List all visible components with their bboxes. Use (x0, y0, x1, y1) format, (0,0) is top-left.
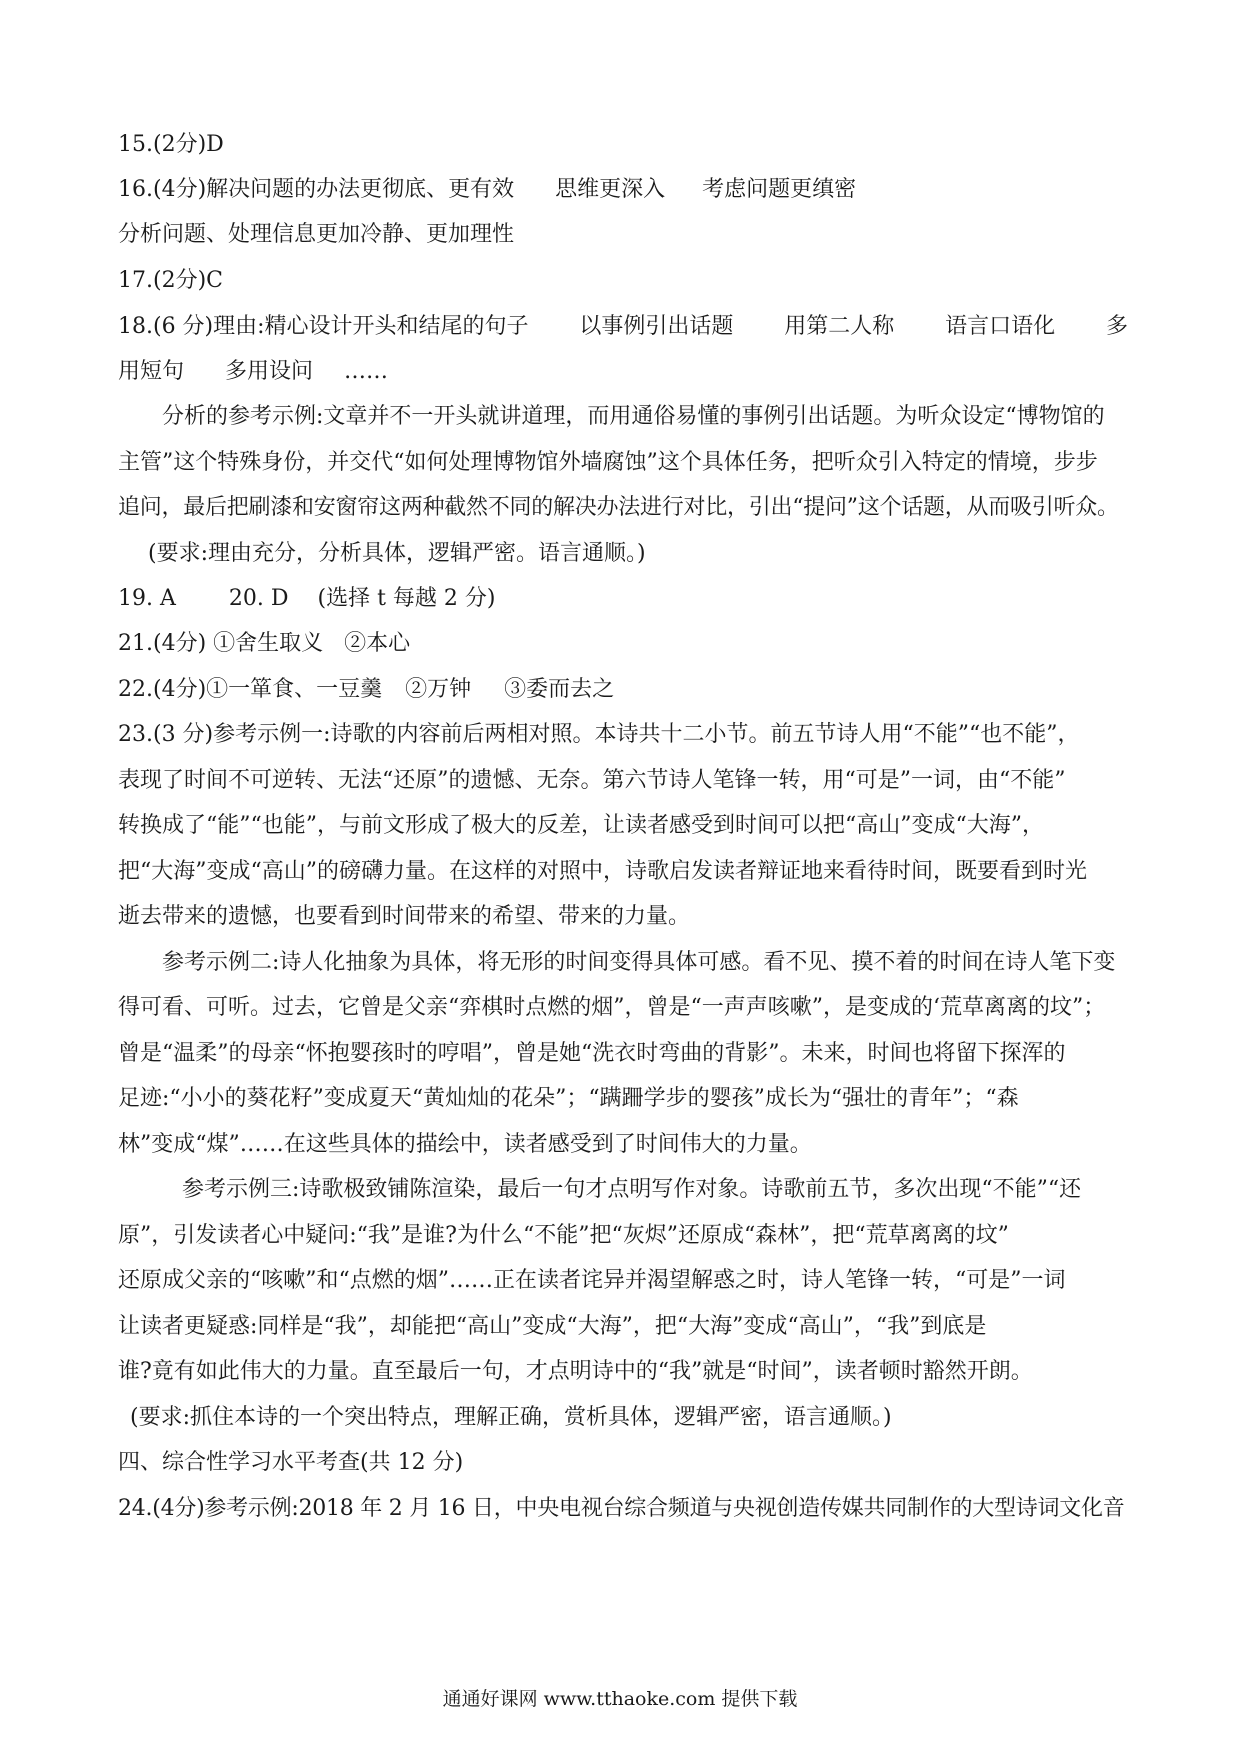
answer-19-20-scoring: (选择 t 每越 2 分) (317, 586, 496, 611)
answer-21-part-2: ②本心 (344, 631, 411, 656)
answer-18-reason-2: 以事例引出话题 (579, 314, 734, 339)
answer-23-example-3-line-5: 谁?竟有如此伟大的力量。直至最后一句，才点明诗中的“我”就是“时间”，读者顿时豁然开朗。 (118, 1359, 1033, 1384)
answer-23-example-3-line-4: 让读者更疑惑:同样是“我”，却能把“高山”变成“大海”，把“大海”变成“高山”，“我”到底是 (118, 1314, 987, 1339)
answer-20: 20. D (228, 586, 289, 611)
answer-23-requirement: (要求:抓住本诗的一个突出特点，理解正确，赏析具体，逻辑严密，语言通顺。) (130, 1405, 892, 1430)
answer-19: 19. A (118, 586, 176, 611)
answer-18-reason-6: 多用设问 (225, 359, 314, 384)
answer-18-ellipsis: …… (344, 359, 389, 384)
section-4-heading: 四、综合性学习水平考查(共 12 分) (118, 1450, 464, 1475)
answer-18-reason-5-end: 用短句 (118, 359, 185, 384)
answer-21-part-1: 21.(4分) ①舍生取义 (118, 631, 324, 656)
answer-23-example-3-line-1: 参考示例三:诗歌极致铺陈渲染，最后一句才点明写作对象。诗歌前五节，多次出现“不能”“还 (182, 1177, 1082, 1202)
answer-16-point-1: 16.(4分)解决问题的办法更彻底、更有效 (118, 177, 515, 202)
answer-18-reasons-cont (118, 357, 1128, 387)
answer-23-example-1-line-4: 把“大海”变成“高山”的磅礴力量。在这样的对照中，诗歌启发读者辩证地来看待时间，既要看到时光 (118, 859, 1087, 884)
page-footer: 通通好课网 www.tthaoke.com 提供下载 (442, 1688, 798, 1710)
answer-18-requirement: (要求:理由充分，分析具体，逻辑严密。语言通顺。) (148, 541, 646, 566)
answer-23-example-2-line-5: 林”变成“煤”……在这些具体的描绘中，读者感受到了时间伟大的力量。 (118, 1132, 812, 1157)
answer-23-example-2-line-3: 曾是“温柔”的母亲“怀抱婴孩时的哼唱”，曾是她“洗衣时弯曲的背影”。未来，时间也将留下探浑的 (118, 1041, 1066, 1066)
answer-21 (118, 629, 1128, 659)
answer-23-example-1-line-2: 表现了时间不可逆转、无法“还原”的遗憾、无奈。第六节诗人笔锋一转，用“可是”一词，由“不能” (118, 768, 1066, 793)
answer-15: 15.(2分)D (118, 132, 224, 157)
answer-16-point-3: 考虑问题更缜密 (702, 177, 857, 202)
answer-22-part-1: 22.(4分)①一箪食、一豆羹 (118, 677, 383, 702)
answer-18-reason-4: 语言口语化 (945, 314, 1056, 339)
answer-23-example-1-line-5: 逝去带来的遗憾，也要看到时间带来的希望、带来的力量。 (118, 904, 691, 929)
answer-18-analysis-line-1: 分析的参考示例:文章并不一开头就讲道理，而用通俗易懂的事例引出话题。为听众设定“博物馆的 (162, 404, 1105, 429)
answer-23-example-2-line-2: 得可看、可听。过去，它曾是父亲“弈棋时点燃的烟”，曾是“一声声咳嗽”，是变成的‘荒草离离的坟”； (118, 995, 1106, 1020)
answer-23-example-1-line-1: 23.(3 分)参考示例一:诗歌的内容前后两相对照。本诗共十二小节。前五节诗人用“不能”“也不能”， (118, 722, 1080, 747)
answer-22-part-3: ③委而去之 (504, 677, 615, 702)
answer-23-example-1-line-3: 转换成了“能”“也能”，与前文形成了极大的反差，让读者感受到时间可以把“高山”变成“大海”， (118, 813, 1044, 838)
answer-23-example-2-line-4: 足迹:“小小的葵花籽”变成夏天“黄灿灿的花朵”；“蹒跚学步的婴孩”成长为“强壮的青年”；“森 (118, 1086, 1019, 1111)
answer-23-example-2-line-1: 参考示例二:诗人化抽象为具体，将无形的时间变得具体可感。看不见、摸不着的时间在诗人笔下变 (162, 950, 1116, 975)
answer-16-point-4: 分析问题、处理信息更加冷静、更加理性 (118, 222, 515, 247)
answer-23-example-3-line-2: 原”，引发读者心中疑问:“我”是谁?为什么“不能”把“灰烬”还原成“森林”，把“荒草离离的坟” (118, 1223, 1009, 1248)
answer-22-part-2: ②万钟 (405, 677, 472, 702)
answer-18-reason-3: 用第二人称 (784, 314, 895, 339)
answer-18-reason-5-start: 多 (1105, 314, 1128, 339)
answer-18-analysis-line-2: 主管”这个特殊身份，并交代“如何处理博物馆外墙腐蚀”这个具体任务，把听众引入特定的情境，步步 (118, 450, 1098, 475)
answer-19-20 (118, 584, 1128, 614)
answer-24-line-1: 24.(4分)参考示例:2018 年 2 月 16 日，中央电视台综合频道与央视创造传媒共同制作的大型诗词文化音 (118, 1496, 1125, 1521)
answer-18-analysis-line-3: 追问，最后把刷漆和安窗帘这两种截然不同的解决办法进行对比，引出“提问”这个话题，从而吸引听众。 (118, 495, 1119, 520)
answer-23-example-3-line-3: 还原成父亲的“咳嗽”和“点燃的烟”……正在读者诧异并渴望解惑之时，诗人笔锋一转，“可是”一词 (118, 1268, 1066, 1293)
answer-22 (118, 675, 1128, 705)
answer-18-reasons (118, 312, 1128, 342)
answer-17: 17.(2分)C (118, 268, 223, 293)
answer-16 (118, 175, 1128, 205)
answer-18-reason-1: 18.(6 分)理由:精心设计开头和结尾的句子 (118, 314, 529, 339)
answer-16-point-2: 思维更深入 (555, 177, 666, 202)
